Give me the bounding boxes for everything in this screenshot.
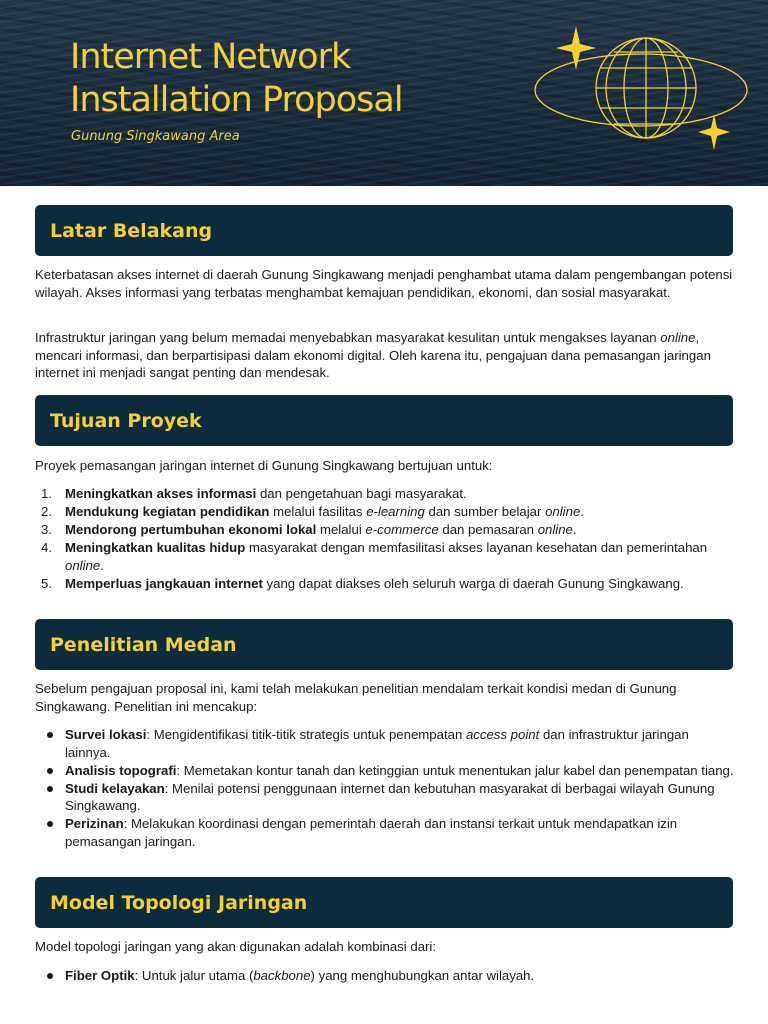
section-header-model-topologi [35, 877, 733, 928]
section-header-latar-belakang [35, 205, 733, 256]
section-title: Model Topologi Jaringan [50, 891, 308, 914]
paragraph-topologi-intro: Model topologi jaringan yang akan digunakan adalah kombinasi dari: [35, 939, 437, 954]
bullet-icon [47, 768, 53, 774]
section-header-tujuan-proyek [35, 395, 733, 446]
bullet-icon [47, 821, 53, 827]
bullet-list-penelitian [35, 726, 735, 851]
paragraph-latar-1: Keterbatasan akses internet di daerah Gunung Singkawang menjadi penghambat utama dalam pengembangan potensi wilayah. Akses informasi yang terbatas menghambat kemajuan pendidikan, ekonomi, dan sosial masyarakat. [35, 267, 733, 300]
list-item: Studi kelayakan: Menilai potensi penggunaan internet dan kebutuhan masyarakat di berbagai wilayah Gunung Singkawang. [35, 780, 735, 815]
title-line-2: Installation Proposal [70, 80, 403, 120]
section-title: Tujuan Proyek [50, 409, 202, 432]
list-item: Survei lokasi: Mengidentifikasi titik-titik strategis untuk penempatan access point dan infrastruktur jaringan lainnya. [35, 726, 735, 761]
document-subtitle: Gunung Singkawang Area [71, 129, 240, 144]
list-item: Analisis topografi: Memetakan kontur tanah dan ketinggian untuk menentukan jalur kabel dan penempatan tiang. [35, 762, 735, 780]
list-item: Fiber Optik: Untuk jalur utama (backbone) yang menghubungkan antar wilayah. [35, 967, 735, 985]
paragraph-penelitian-intro: Sebelum pengajuan proposal ini, kami telah melakukan penelitian mendalam terkait kondisi medan di Gunung Singkawang. Penelitian ini mencakup: [35, 681, 677, 714]
hero-banner [0, 0, 768, 186]
bullet-list-topologi [35, 967, 735, 985]
list-item: 2. Mendukung kegiatan pendidikan melalui fasilitas e-learning dan sumber belajar online. [41, 504, 584, 519]
section-title: Penelitian Medan [50, 633, 237, 656]
bullet-icon [47, 973, 53, 979]
document-title [70, 36, 540, 122]
bullet-icon [47, 732, 53, 738]
title-line-1: Internet Network [70, 37, 351, 77]
section-header-penelitian-medan [35, 619, 733, 670]
list-item: 5. Memperluas jangkauan internet yang dapat diakses oleh seluruh warga di daerah Gunung Singkawang. [41, 575, 684, 591]
list-item: 1. Meningkatkan akses informasi dan pengetahuan bagi masyarakat. [41, 486, 467, 501]
list-item: 4. Meningkatkan kualitas hidup masyarakat dengan memfasilitasi akses layanan kesehatan dan pemerintahan online. [41, 540, 708, 573]
bullet-icon [47, 786, 53, 792]
globe-with-sparkles-icon [528, 22, 754, 154]
list-item: 3. Mendorong pertumbuhan ekonomi lokal melalui e-commerce dan pemasaran online. [41, 522, 577, 537]
paragraph-latar-2: Infrastruktur jaringan yang belum memadai menyebabkan masyarakat kesulitan untuk mengakses layanan online, mencari informasi, dan berpartisipasi dalam ekonomi digital. Oleh karena itu, pengajuan dana pemasangan jaringan internet ini menjadi sangat penting dan mendesak. [35, 330, 711, 380]
list-item: Perizinan: Melakukan koordinasi dengan pemerintah daerah dan instansi terkait untuk mendapatkan izin pemasangan jaringan. [35, 815, 735, 850]
section-title: Latar Belakang [50, 219, 213, 242]
ordered-list-tujuan [35, 485, 735, 593]
paragraph-tujuan-intro: Proyek pemasangan jaringan internet di Gunung Singkawang bertujuan untuk: [35, 458, 493, 473]
